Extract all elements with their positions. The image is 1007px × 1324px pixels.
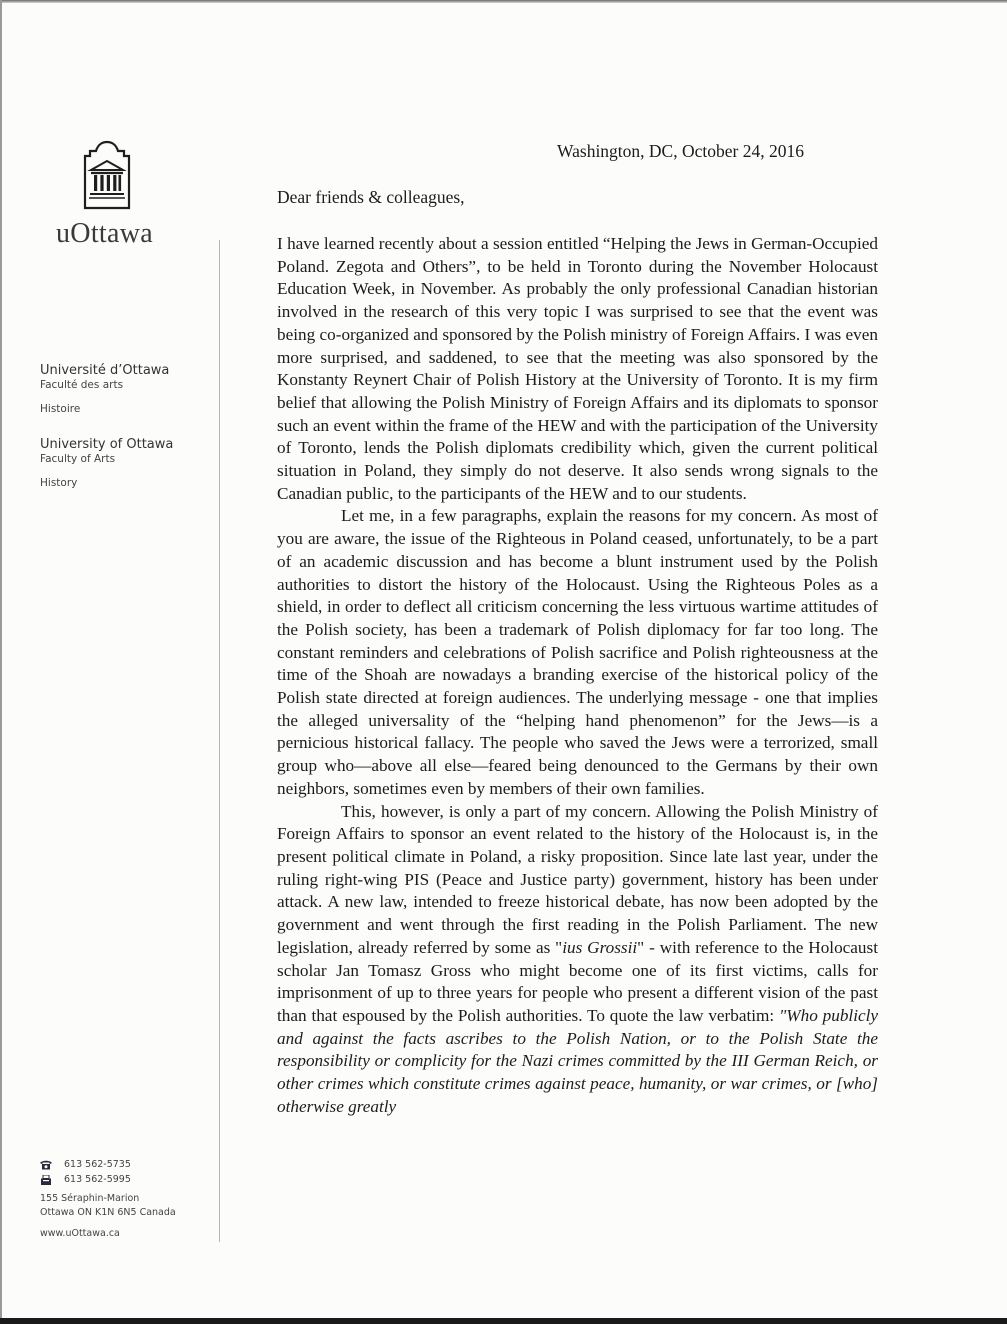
department-name-en: History [40,477,78,489]
paragraph-3 [277,801,878,1119]
faculty-name-en: Faculty of Arts [40,453,116,465]
university-name-en: University of Ottawa [40,437,174,452]
university-name-fr: Université d’Ottawa [40,363,170,378]
scan-top-edge [0,0,1007,3]
faculty-name-fr: Faculté des arts [40,379,124,391]
italic-term-ius-grossii: ius Grossii [562,937,638,957]
letter-body [277,233,878,1118]
university-wordmark: uOttawa [56,218,153,249]
letter-dateline: Washington, DC, October 24, 2016 [557,141,804,161]
postal-address [40,1192,176,1220]
phone-row [40,1157,176,1172]
fax-row [40,1172,176,1187]
paragraph-3-text-a: This, however, is only a part of my concern. Allowing the Polish Ministry of Foreign Affairs to sponsor an event related to the history of the Holocaust is, in the present political climate in Poland, a risky proposition. Since late last year, under the ruling right-wing PIS (Peace and Justice party) government, history has been under attack. A new law, intended to freeze historical debate, has now been adopted by the government and went through the first reading in the Polish Parliament. The new legislation, already referred by some as " [277,801,878,957]
department-name-fr: Histoire [40,403,81,415]
phone-number: 613 562-5735 [64,1159,131,1170]
university-building-icon [82,140,132,210]
contact-block [40,1157,176,1241]
scan-bottom-edge [0,1318,1007,1324]
letterhead-divider [219,240,220,1242]
letter-salutation: Dear friends & colleagues, [277,187,465,207]
affiliation-english [40,437,173,490]
affiliation-french [40,363,169,416]
address-line-2: Ottawa ON K1N 6N5 Canada [40,1207,176,1218]
fax-number: 613 562-5995 [64,1174,131,1185]
address-line-1: 155 Séraphin-Marion [40,1193,140,1204]
scan-left-edge [0,0,2,1324]
law-quote: "Who publicly and against the facts ascribes to the Polish Nation, or to the Polish State the responsibility or complicity for the Nazi crimes committed by the III German Reich, or other crimes which constitute crimes against peace, humanity, or war crimes, or [who] otherwise greatly [277,1005,879,1116]
paragraph-1: I have learned recently about a session entitled “Helping the Jews in German-Occupied Poland. Zegota and Others”, to be held in Toronto during the November Holocaust Education Week, in November. As probably the only professional Canadian historian involved in the research of this very topic I was surprised to see that the event was being co-organized and sponsored by the Polish ministry of Foreign Affairs. I was even more surprised, and saddened, to see that the meeting was also sponsored by the Konstanty Reynert Chair of Polish History at the University of Toronto. It is my firm belief that allowing the Polish Ministry of Foreign Affairs and its diplomats to sponsor such an event within the frame of the HEW and with the participation of the University of Toronto, lends the Polish diplomats credibility which, given the current political situation in Poland, they simply do not deserve. It also sends wrong signals to the Canadian public, to the participants of the HEW and to our students. [277,234,878,503]
paragraph-2: Let me, in a few paragraphs, explain the reasons for my concern. As most of you are aware, the issue of the Righteous in Poland ceased, unfortunately, to be a part of an academic discussion and has become a blunt instrument used by the Polish authorities to distort the history of the Holocaust. Using the Righteous Poles as a shield, in order to deflect all criticism concerning the less virtuous wartime attitudes of the Polish society, has been a trademark of Polish diplomacy for far too long. The constant reminders and celebrations of Polish sacrifice and Polish righteousness at the time of the Shoah are nowadays a branding exercise of the historical policy of the Polish state directed at foreign audiences. The underlying message - one that implies the alleged universality of the “helping hand phenomenon” for the Jews—is a pernicious historical fallacy. The people who saved the Jews were a terrorized, small group who—above all else—feared being denounced to the Germans by their own neighbors, sometimes even by members of their own families. [277,506,878,798]
fax-icon [40,1175,52,1185]
paragraph-3-text-b: " - with reference to the Holocaust scholar Jan Tomasz Gross who might become one of its first victims, calls for imprisonment of up to three years for people who present a different vision of the past than that espoused by the Polish authorities. To quote the law verbatim: [277,937,878,1025]
website-link[interactable]: www.uOttawa.ca [40,1228,120,1239]
telephone-icon [40,1160,52,1170]
